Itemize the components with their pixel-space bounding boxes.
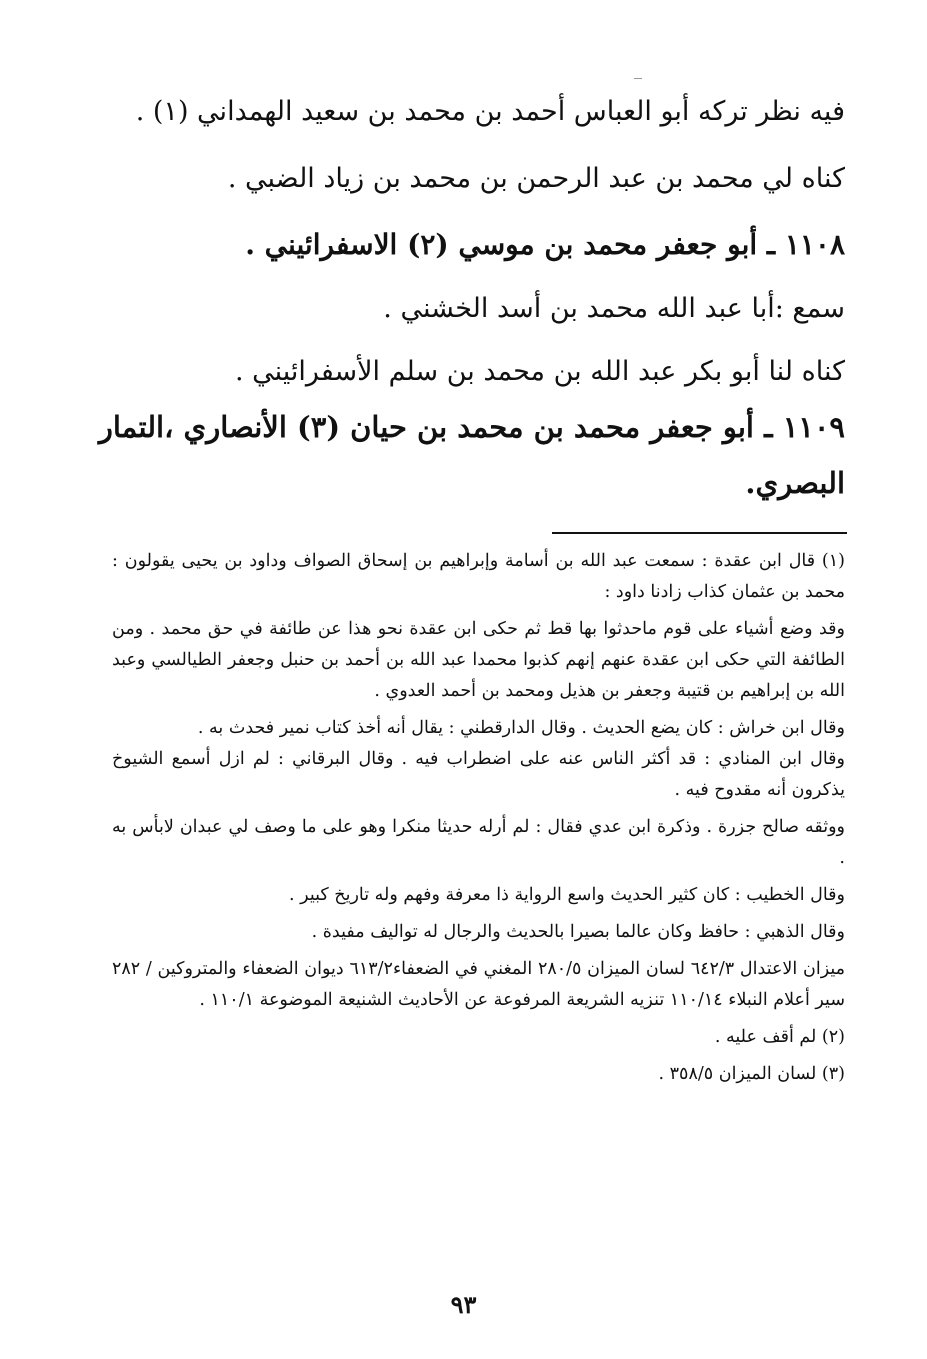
footnote-3: (٣) لسان الميزان ٣٥٨/٥ . [658, 1064, 845, 1084]
footnote-separator [552, 532, 847, 534]
footnote-2: (٢) لم أقف عليه . [714, 1027, 845, 1047]
main-line-5: كناه لنا أبو بكر عبد الله بن محمد بن سلم الأسفرائيني . [234, 356, 845, 387]
footnote-1-sources: ميزان الاعتدال ٦٤٢/٣ لسان الميزان ٢٨٠/٥ المغني في الضعفاء٦١٣/٢ ديوان الضعفاء والمتروكين / ٢٨٢ سير أعلام النبلاء ١١٠/١٤ تنزيه الشريعة المرفوعة عن الأحاديث الشنيعة الموضوعة ١١٠/١ . [112, 959, 846, 1010]
footnote-1-intro: (١) قال ابن عقدة : سمعت عبد الله بن أسامة وإبراهيم بن إسحاق الصواف وداود بن يحيى يقولون : محمد بن عثمان كذاب زادنا داود : [112, 551, 845, 602]
main-line-2: كناه لي محمد بن عبد الرحمن بن محمد بن زياد الضبي . [227, 163, 845, 194]
footnote-1-para-3: وقال ابن خراش : كان يضع الحديث . وقال الدارقطني : يقال أنه أخذ كتاب نمير فحدث به . [197, 718, 845, 738]
footnote-1-para-6: وقال الخطيب : كان كثير الحديث واسع الرواية ذا معرفة وفهم وله تاريخ كبير . [289, 885, 845, 905]
entry-heading-1108: ١١٠٨ ـ أبو جعفر محمد بن موسي (٢) الاسفرائيني . [245, 228, 845, 261]
entry-heading-1109-cont: البصري. [745, 466, 845, 500]
footnote-1-para-2: وقد وضع أشياء على قوم ماحدثوا بها قط ثم حكى ابن عقدة نحو هذا عن طائفة في حق محمد . ومن الطائفة التي حكى ابن عقدة عنهم إنهم كذبوا محمدا عبد الله بن أحمد بن حنبل وجعفر الطيالسي وعبد الله بن إبراهيم بن قتيبة وجعفر بن هذيل ومحمد بن أحمد العدوي . [112, 619, 845, 701]
footnotes [112, 546, 845, 1090]
main-line-4: سمع :أبا عبد الله محمد بن أسد الخشني . [383, 293, 845, 324]
page-number: ٩٣ [450, 1290, 477, 1319]
scan-mark [634, 78, 642, 79]
footnote-1-para-5: ووثقه صالح جزرة . وذكرة ابن عدي فقال : لم أرله حديثا منكرا وهو على ما وصف لي عبدان لابأس به . [112, 817, 845, 868]
entry-heading-1109: ١١٠٩ ـ أبو جعفر محمد بن محمد بن حيان (٣) الأنصاري ،التمار [98, 410, 845, 444]
footnote-1-para-4: وقال ابن المنادي : قد أكثر الناس عنه على اضطراب فيه . وقال البرقاني : لم ازل أسمع الشيوخ يذكرون أنه مقدوح فيه . [112, 749, 845, 800]
main-line-1: فيه نظر تركه أبو العباس أحمد بن محمد بن سعيد الهمداني (١) . [135, 96, 845, 127]
footnote-1-para-7: وقال الذهبي : حافظ وكان عالما بصيرا بالحديث والرجال له تواليف مفيدة . [311, 922, 845, 942]
